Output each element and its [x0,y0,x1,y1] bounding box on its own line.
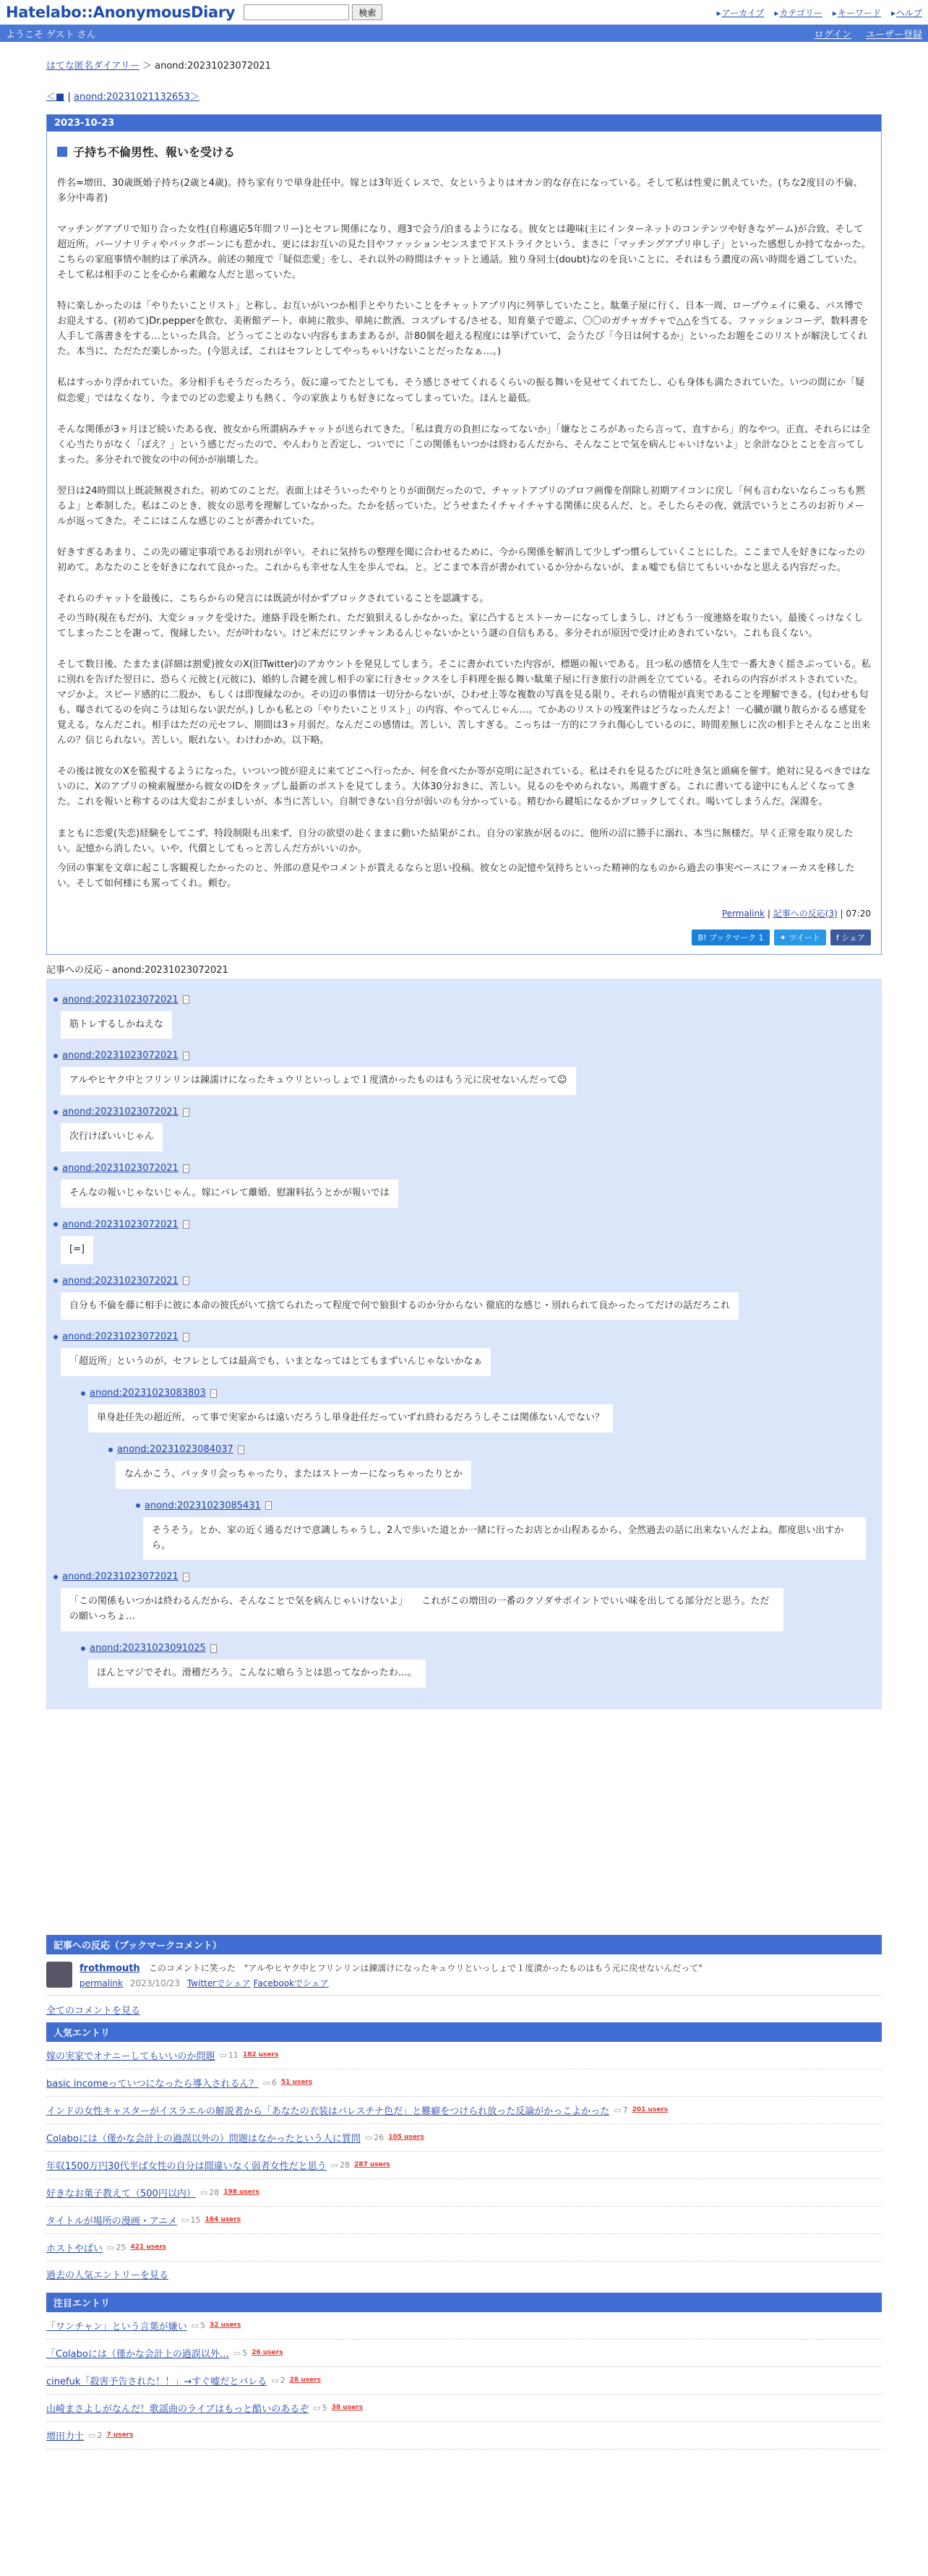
reaction-text: なんかこう、バッタリ会っちゃったり、またはストーカーになっちゃったりとか [116,1461,471,1489]
bullet-icon [108,1448,113,1452]
bullet-icon [53,1110,58,1115]
reaction-header [136,1500,875,1511]
popular-entries-heading: 人気エントリ [46,2022,882,2042]
entry-paragraph: 翌日は24時間以上既読無視された。初めてのことだ。表面上はそういったやりとりが面倒だったので、チャットアプリのプロフ画像を削除し初期アイコンに戻し「何も言わないならこっちも黙るよ」と牽制した。私はこのとき、彼女の思考を理解していなかった。たかを括っていた。どうせまたイチャイチャする関係に戻るんだ、と。そしたらその夜、就活でいうところのお祈りメールが返ってきた。そこにはこんな感じのことが書かれていた。 [57,485,866,527]
bookmark-facebook-share[interactable]: Facebookでシェア [253,1978,329,1988]
entry-paragraph: 件名=増田、30歳既婚子持ち(2歳と4歳)。持ち家有りで単身赴任中。嫁とは3年近くレスで、女というよりはオカン的な存在になっている。そして私は性愛に飢えていた。(ちな2度目の不倫、多分中毒者) [57,178,863,205]
comment-count: ▭ 5 [313,2403,327,2413]
breadcrumb-current: anond:20231023072021 [155,61,271,72]
reaction-link[interactable]: anond:20231023083803 [90,1388,206,1399]
entry-time: 07:20 [846,908,871,919]
entry-paragraph: その当時(現在もだが)、大変ショックを受けた。連絡手段を断たれ、ただ狼狽えるしかなかった。家に凸するとストーカーになってしまうし、けどもう一度連絡を取りたい。最後くっけなくしてしまったことを謝って、復縁したい。だが叶わない。けど未だにワンチャンあるんじゃないかという謎の自信もある。多分それが原因で受け止めきれていない。これも良くない。 [57,612,864,640]
comment-count: ▭ 2 [271,2376,285,2385]
users-count-badge[interactable]: 51 users [280,2079,313,2087]
site-logo[interactable]: Hatelabo::AnonymousDiary [6,4,236,21]
entry-list-item [46,2042,882,2069]
reaction-header [53,1276,875,1287]
bullet-icon [81,1391,85,1396]
entry-link[interactable]: cinefuk「殺害予告された！！」→すぐ嘘だとバレる [46,2376,267,2387]
entry-list-item [46,2367,882,2395]
login-link[interactable]: ログイン [814,29,851,40]
users-count-badge[interactable]: 198 users [223,2189,259,2197]
bookmark-permalink[interactable]: permalink [80,1978,123,1988]
comment-count: ▭ 6 [263,2078,277,2087]
prev-entry-link[interactable]: anond:20231021132653 [73,92,190,103]
bullet-icon [136,1503,140,1508]
bookmark-date: 2023/10/23 [129,1978,180,1988]
tweet-button[interactable] [774,929,826,945]
entry-paragraph: 今回の事案を文章に起こし客観視したかったのと、外部の意見やコメントが貰えるならと思い投稿。彼女との記憶や気持ちといった精神的なものから過去の事実ベースにフォーカスを移したい。そして如何様にも罵ってくれ。頼む。 [57,862,855,889]
entry-paragraph: まともに恋愛(失恋)経験をしてこず、特段制限も出来ず、自分の欲望の赴くままに動いた結果がこれ。自分の家族が居るのに、他所の沼に勝手に溺れ、本当に無様だ。早く正常を取り戻したい。記憶から消したい。いや、代償としてもっと苦しんだ方がいいのか。 [57,828,854,854]
comment-count: ▭ 25 [107,2243,126,2252]
reaction-item [53,1323,875,1379]
bookmark-twitter-share[interactable]: Twitterでシェア [186,1978,251,1988]
prev-sep: | [67,92,71,103]
reaction-link[interactable]: anond:20231023072021 [62,1107,179,1118]
hatena-bookmark-count: 1 [758,932,764,943]
entry-paragraph: 特に楽しかったのは「やりたいことリスト」と称し、お互いがいつか相手とやりたいことをチャットアプリ内に列挙していたこと。駄菓子屋に行く、日本一周、ロープウェイに乗る、パス博でお迎えする、(初めて)Dr.pepperを飲む、美術館デート、車純に散歩、単純に飲酒、コスプレする/させる、知育菓子で遊ぶ、〇〇のガチャガチャで△△を当てる、ファッションコーデ、数料書を人手して落書きをする…といった具合。どうってことのない内容もまあまあるが、計80個を超える程度には挙げていて、会うたび「今日は何するか」といったお題をこのリストが解決してくれた。本当に、ただただ楽しかった。(今思えば、これはセフレとしてやっちゃいけないことだったなぁ…。) [57,301,869,358]
reaction-link[interactable]: anond:20231023072021 [62,1275,179,1287]
avatar[interactable] [46,1962,72,1988]
reaction-link[interactable]: anond:20231023084037 [117,1444,233,1456]
comment-count: ▭ 5 [192,2321,205,2330]
entry-paragraph: その後は彼女のXを監視するようになった。いついつ彼が迎えに来てどこへ行ったか、何を食べたか等が克明に記されている。私はそれを見るたびに吐き気と頭痛を催す。絶対に見るべきではないのに、Xのアプリの検索履歴から彼女のIDをタップし最新のポストを見てしまう。大体30分おきに、苦しい。見るのをやめられない。馬鹿すぎる。これに書いてる途中にもんどくなってきた。これを報いと称するのは大変おこがましいが、本当に苦しい。自制できない自分が弱いのも分かっている。精むから鍵垢になるかブロックしてくれ。喝いてしまうんだ。深淵を。 [57,766,871,808]
entry-list-item [46,2207,882,2234]
nav-category-link[interactable]: ▸ カテゴリー [774,7,822,19]
reaction-text: 筋トレするしかねえな [61,1011,172,1039]
reaction-header [53,1219,875,1230]
entry-paragraph: そして数日後、たまたま(詳細は割愛)彼女のX(旧Twitter)のアカウントを発見してしまう。そこに書かれていた内容が、標題の報いである。且つ私の感情を人生で一番大きく揺さぶっている。私に別れを告げた翌日に、恐らく元彼と(元彼に)、婚約し合鍵を渡し相手の家に行きセックスをし手料理を振る舞い駄菓子屋に行き旅行の計画を立てている。それらの内容がポストされていた。マジかよ。スピード感的に二股か、もしくは即復縁なのか。その辺の事情は一切分からないが、ひわせ上等な複数の写真を見る限り、それらの情報が真実であることを理解できる。(匂わせも匂も、曝されてるのを向こうは知らない訳だが。) しかも私との「やりたいことリスト」の内容、やってんじゃん…。てかあのリストの残案件はどうなったんだよ！一心臓が蹴り散らかるる感覚を覚える。なんだこれ。相手はただの元セフレ、期間は3ヶ月弱だ。なんだこの感情は。苦しい、苦しすぎる。こっちは一方的にフラれ傷心しているのに、時間差無しに次の相手とそんなこと出来んの？信じられない。苦しい。眠れない。わけわかめ。以下略。 [57,659,871,747]
nav-archive-link[interactable]: ▸ アーカイブ [717,7,765,19]
entry-link[interactable]: Colaboには（僅かな会計上の過誤以外の）問題はなかったという人に質問 [46,2133,361,2144]
bullet-icon [53,1335,58,1339]
reaction-item [53,986,875,1042]
reactions-tree [46,979,882,1709]
reaction-link[interactable]: anond:20231023091025 [90,1643,206,1654]
hatena-bookmark-label: B! ブックマーク [697,932,757,943]
reaction-header [53,995,875,1005]
bullet-icon [53,1167,58,1171]
prev-square-icon[interactable]: ■ [56,92,65,103]
reaction-text: 「この関係もいつかは終わるんだから、そんなことで気を病んじゃいけないよ」 これがこの増田の一番のクソダサポイントでいい味を出してる部分だと思う。ただの願いっちょ… [61,1588,783,1631]
entry-link[interactable]: 好きなお菓子教えて（500円以内） [46,2188,196,2199]
top-header [0,0,928,25]
reaction-text: ほんとマジでそれ。滑稽だろう。こんなに喰らうとは思ってなかったわ…。 [88,1660,426,1688]
collapse-toggle-icon[interactable]: - [183,1108,189,1117]
users-count-badge[interactable]: 421 users [130,2244,167,2251]
hatena-bookmark-button[interactable] [692,929,769,945]
popular-entries-list [46,2042,882,2262]
collapse-toggle-icon[interactable]: - [183,995,189,1004]
entry-list-item [46,2422,882,2450]
entry-list-item [46,2234,882,2262]
reaction-header [53,1571,875,1582]
bullet-icon [53,997,58,1002]
reaction-link[interactable]: anond:20231023072021 [62,1163,179,1175]
breadcrumb [46,58,882,72]
comment-count: ▭ 11 [219,2051,238,2060]
entry-link[interactable]: 年収1500万円30代半ば女性の自分は間違いなく弱者女性だと思う [46,2160,327,2172]
entry-link[interactable]: 「ワンチャン」という言葉が嫌い [46,2321,187,2332]
reaction-header [53,1163,875,1174]
collapse-toggle-icon[interactable]: - [265,1501,272,1510]
users-count-badge[interactable]: 32 users [210,2322,241,2330]
entry-list-item [46,2395,882,2422]
reaction-item [136,1492,875,1563]
breadcrumb-home[interactable]: はてな匿名ダイアリー [46,61,139,72]
reaction-item [53,1042,875,1098]
entry-footer: Permalink | 記事への反応(3) | 07:20 [721,908,871,919]
hot-entries-list [46,2312,882,2450]
reaction-header [81,1388,875,1399]
reaction-header [53,1050,875,1061]
users-count-badge[interactable]: 26 users [252,2349,283,2357]
bullet-icon [53,1054,58,1058]
entry-link[interactable]: タイトルが場所の漫画・アニメ [46,2215,178,2227]
collapse-toggle-icon[interactable]: - [238,1446,244,1454]
reaction-link[interactable]: anond:20231023072021 [62,1331,179,1343]
bullet-icon [81,1647,85,1651]
reaction-header [108,1444,875,1455]
reaction-item [81,1379,875,1435]
reaction-text: そんなの報いじゃないじゃん。嫁にバレて離婚、慰謝料払うとかが報いでは [61,1180,398,1208]
facebook-share-label: シェア [841,932,865,943]
reactions-title: 記事への反応 - anond:20231023072021 [46,964,228,976]
users-count-badge[interactable]: 182 users [242,2051,279,2059]
reaction-text: 単身赴任先の超近所、って事で実家からは遠いだろうし単身赴任だっていずれ終わるだろうしそこは関係ないんでない？ [88,1404,613,1433]
collapse-toggle-icon[interactable]: - [183,1573,189,1581]
nav-keyword-link[interactable]: ▸ キーワード [833,7,881,19]
entry-body [47,132,881,954]
bookmark-user-link[interactable]: frothmouth [80,1962,140,1974]
entry-list-item [46,2340,882,2367]
facebook-icon: f [835,932,839,943]
entry-link[interactable]: ホストやばい [46,2243,103,2254]
entry-paragraph: マッチングアプリで知り合った女性(自称適応5年間フリー)とセフレ関係になり、週3で会う/泊まるようになる。彼女とは趣味(主にインターネットのコンテンツや好きなゲーム)が合致、そして超近所。パーソナリティやバックボーンにも惹かれ、更にはお互いの見た目やファッションセンスまでドストライクという、まさに「マッチングアプリ申し子」といった感想しか持てなかった。こちらの家庭事情や制約は了承済み。前述の頻度で「疑似恋愛」をし、それ以外の時間はチャットと通話。独り身同士(doubt)なのを良いことに、それはもう濃度の高い時間を過ごしていた。そして私は相手のことを心から素敵な人だと思っていた。 [57,224,871,281]
entry-list-item [46,2312,882,2340]
bookmark-comment-text: このコメントに笑った "アルやヒヤク中とフリンリンは錬濡けになったキュウリといっしょで１度漬かったものはもう元に戻せないんだって" [148,1962,703,1973]
popular-more-link[interactable]: 過去の人気エントリーを見る [46,2270,169,2281]
users-count-badge[interactable]: 164 users [205,2216,241,2224]
prev-gt[interactable]: ＞ [189,92,199,103]
hot-entries-heading: 注目エントリ [46,2293,882,2312]
entry-link[interactable]: basic incomeっていつになったら導入されるん？ [46,2078,259,2090]
breadcrumb-sep: ＞ [142,61,152,72]
twitter-bird-icon: ✦ [779,932,786,943]
prev-entry-nav [46,89,882,103]
entry-link[interactable]: 「Colaboには（僅かな会計上の過誤以外… [46,2348,229,2360]
entry-link[interactable]: インドの女性キャスターがイスラエルの解説者から「あなたの衣装はパレスチナ色だ」と難癖をつけられ放った反論がかっこよかった [46,2105,610,2117]
entry-paragraph: 私はすっかり浮かれていた。多分相手もそうだったろう。仮に違ってたとしても、そう感じさせてくれるくらいの振る舞いを見せてくれてたし、心も身体も満たされていた。いつの間にか「疑似恋愛」ではなくなり、今までのどの恋愛よりも熱く、今の家族よりも好きになってしまっていた。ほんと最低。 [57,377,865,404]
main-container [46,58,882,2450]
entry-link[interactable]: 嫁の実家でオナニーしてもいいのか問題 [46,2051,215,2062]
comment-count: ▭ 2 [88,2431,102,2440]
comment-count: ▭ 28 [200,2188,219,2197]
reaction-link[interactable]: anond:20231023072021 [62,1219,179,1230]
collapse-toggle-icon[interactable]: - [183,1220,189,1229]
reaction-header [53,1107,875,1117]
register-link[interactable]: ユーザー登録 [865,29,922,40]
share-row [57,929,871,945]
bullet-icon [53,1575,58,1579]
reaction-link[interactable]: anond:20231023072021 [62,1571,179,1583]
entry-list-item [46,2124,882,2152]
permalink-link[interactable]: Permalink [721,908,765,919]
bookmark-meta [80,1977,703,1989]
collapse-toggle-icon[interactable]: - [183,1052,189,1060]
bullet-icon [53,1222,58,1227]
users-count-badge[interactable]: 7 users [106,2431,134,2439]
tweet-label: ツイート [789,932,820,943]
entry-link[interactable]: 増田力士 [46,2431,85,2442]
title-square-icon [57,147,67,157]
all-comments-link[interactable]: 全てのコメントを見る [46,2005,141,2017]
comment-count: ▭ 15 [181,2215,200,2225]
users-count-badge[interactable]: 201 users [632,2106,669,2114]
top-nav [717,7,922,19]
user-bar [0,25,928,42]
reaction-item [53,1211,875,1267]
entry-paragraph: それらのチャットを最後に、こちらからの発言には既読が付かずブロックされていることを認識する。 [57,593,489,604]
reaction-link[interactable]: anond:20231023085431 [145,1500,261,1511]
reaction-link[interactable]: anond:20231023072021 [62,994,179,1005]
comment-count: ▭ 5 [233,2348,247,2358]
search-button[interactable]: 検索 [352,4,382,20]
users-count-badge[interactable]: 38 users [331,2404,363,2412]
collapse-toggle-icon[interactable]: - [183,1276,189,1285]
reaction-item [53,1563,875,1634]
reaction-item [81,1634,875,1691]
reaction-header [81,1643,875,1654]
entry-paragraph: 好きすぎるあまり、この先の確定事項であるお別れが辛い。それに気持ちの整理を聞に合わせるために、今から関係を解消して少しずつ慣らしていくことにした。ここまで人を好きになったの初めて。あなたのことを好きになれて良かった。これからも幸せな人生を歩んでね。と。どこまで本音が書かれているか分からないが、まぁ嘘でも信じてもいいかなと思える内容だった。 [57,546,866,573]
reaction-text: アルやヒヤク中とフリンリンは錬濡けになったキュウリといっしょで１度漬かったものはもう元に戻せないんだって☺ [61,1067,576,1095]
collapse-toggle-icon[interactable]: - [210,1389,217,1398]
comment-count: ▭ 26 [365,2133,384,2142]
collapse-toggle-icon[interactable]: - [183,1333,189,1341]
search-input[interactable] [244,4,349,20]
users-count-badge[interactable]: 105 users [388,2134,424,2142]
reaction-item [108,1435,875,1492]
bookmark-comment-row [46,1954,882,1996]
users-count-badge[interactable]: 287 users [354,2161,390,2169]
reaction-header [53,1331,875,1342]
users-count-badge[interactable]: 28 users [289,2377,321,2384]
facebook-share-button[interactable] [830,929,871,945]
entry-section [46,114,882,955]
collapse-toggle-icon[interactable]: - [210,1644,217,1653]
prev-arrow[interactable]: ＜ [46,92,56,103]
entry-link[interactable]: 山崎まさよしがなんだ！歌謡曲のライブはもっと酷いのあるぞ [46,2403,309,2415]
reaction-item [53,1154,875,1211]
entry-list-item [46,2097,882,2124]
welcome-text: ようこそ ゲスト さん [6,29,96,40]
entry-title [57,143,871,160]
comment-count: ▭ 28 [331,2160,350,2170]
entry-title-text: 子持ち不倫男性、報いを受ける [73,145,236,159]
reaction-item [53,1098,875,1154]
entry-paragraph: そんな関係が3ヶ月ほど続いたある夜、彼女から所謂病みチャットが送られてきた。「私は貴方の負担になってないか」「嫌なところがあったら言って、直すから」的なやつ。正直、それらには全く心当たりがなく「ぽえ？」という感じだったので、やんわりと否定し、ついでに「この関係もいつかは終わるんだから、そんなことで気を病んじゃいけないよ」と余計なひとことを言ってしまった。多分それで彼女の中の何かが崩壊した。 [57,424,870,465]
reaction-item [53,1267,875,1323]
entry-date: 2023-10-23 [47,115,881,132]
comment-count: ▭ 7 [614,2105,627,2115]
reaction-text: 自分も不倫を藤に相手に彼に本命の彼氏がいて捨てられたって程度で何で狼狽するのか分からない 徹底的な感じ・別れられて良かったってだけの話だろこれ [61,1292,739,1321]
reaction-text: そうそう。とか、家の近く通るだけで意識しちゃうし、2人で歩いた道とか一緒に行ったお店とか山程あるから、全然過去の話に出来ないんだよね。都度思い出すから。 [143,1517,866,1560]
nav-help-link[interactable]: ▸ ヘルプ [891,7,922,19]
reaction-text: 次行けばいいじゃん [61,1123,163,1151]
entry-list-item [46,2069,882,2097]
reactions-link[interactable]: 記事への反応(3) [773,908,838,919]
entry-list-item [46,2152,882,2179]
bookmark-comments-heading: 記事への反応（ブックマークコメント） [46,1935,882,1954]
collapse-toggle-icon[interactable]: - [183,1164,189,1173]
entry-list-item [46,2179,882,2207]
reaction-text: [=] [61,1236,93,1264]
reaction-text: 「超近所」というのが、セフレとしては最高でも、いまとなってはとてもまずいんじゃないかなぁ [61,1348,491,1376]
reaction-link[interactable]: anond:20231023072021 [62,1050,179,1062]
bullet-icon [53,1279,58,1283]
